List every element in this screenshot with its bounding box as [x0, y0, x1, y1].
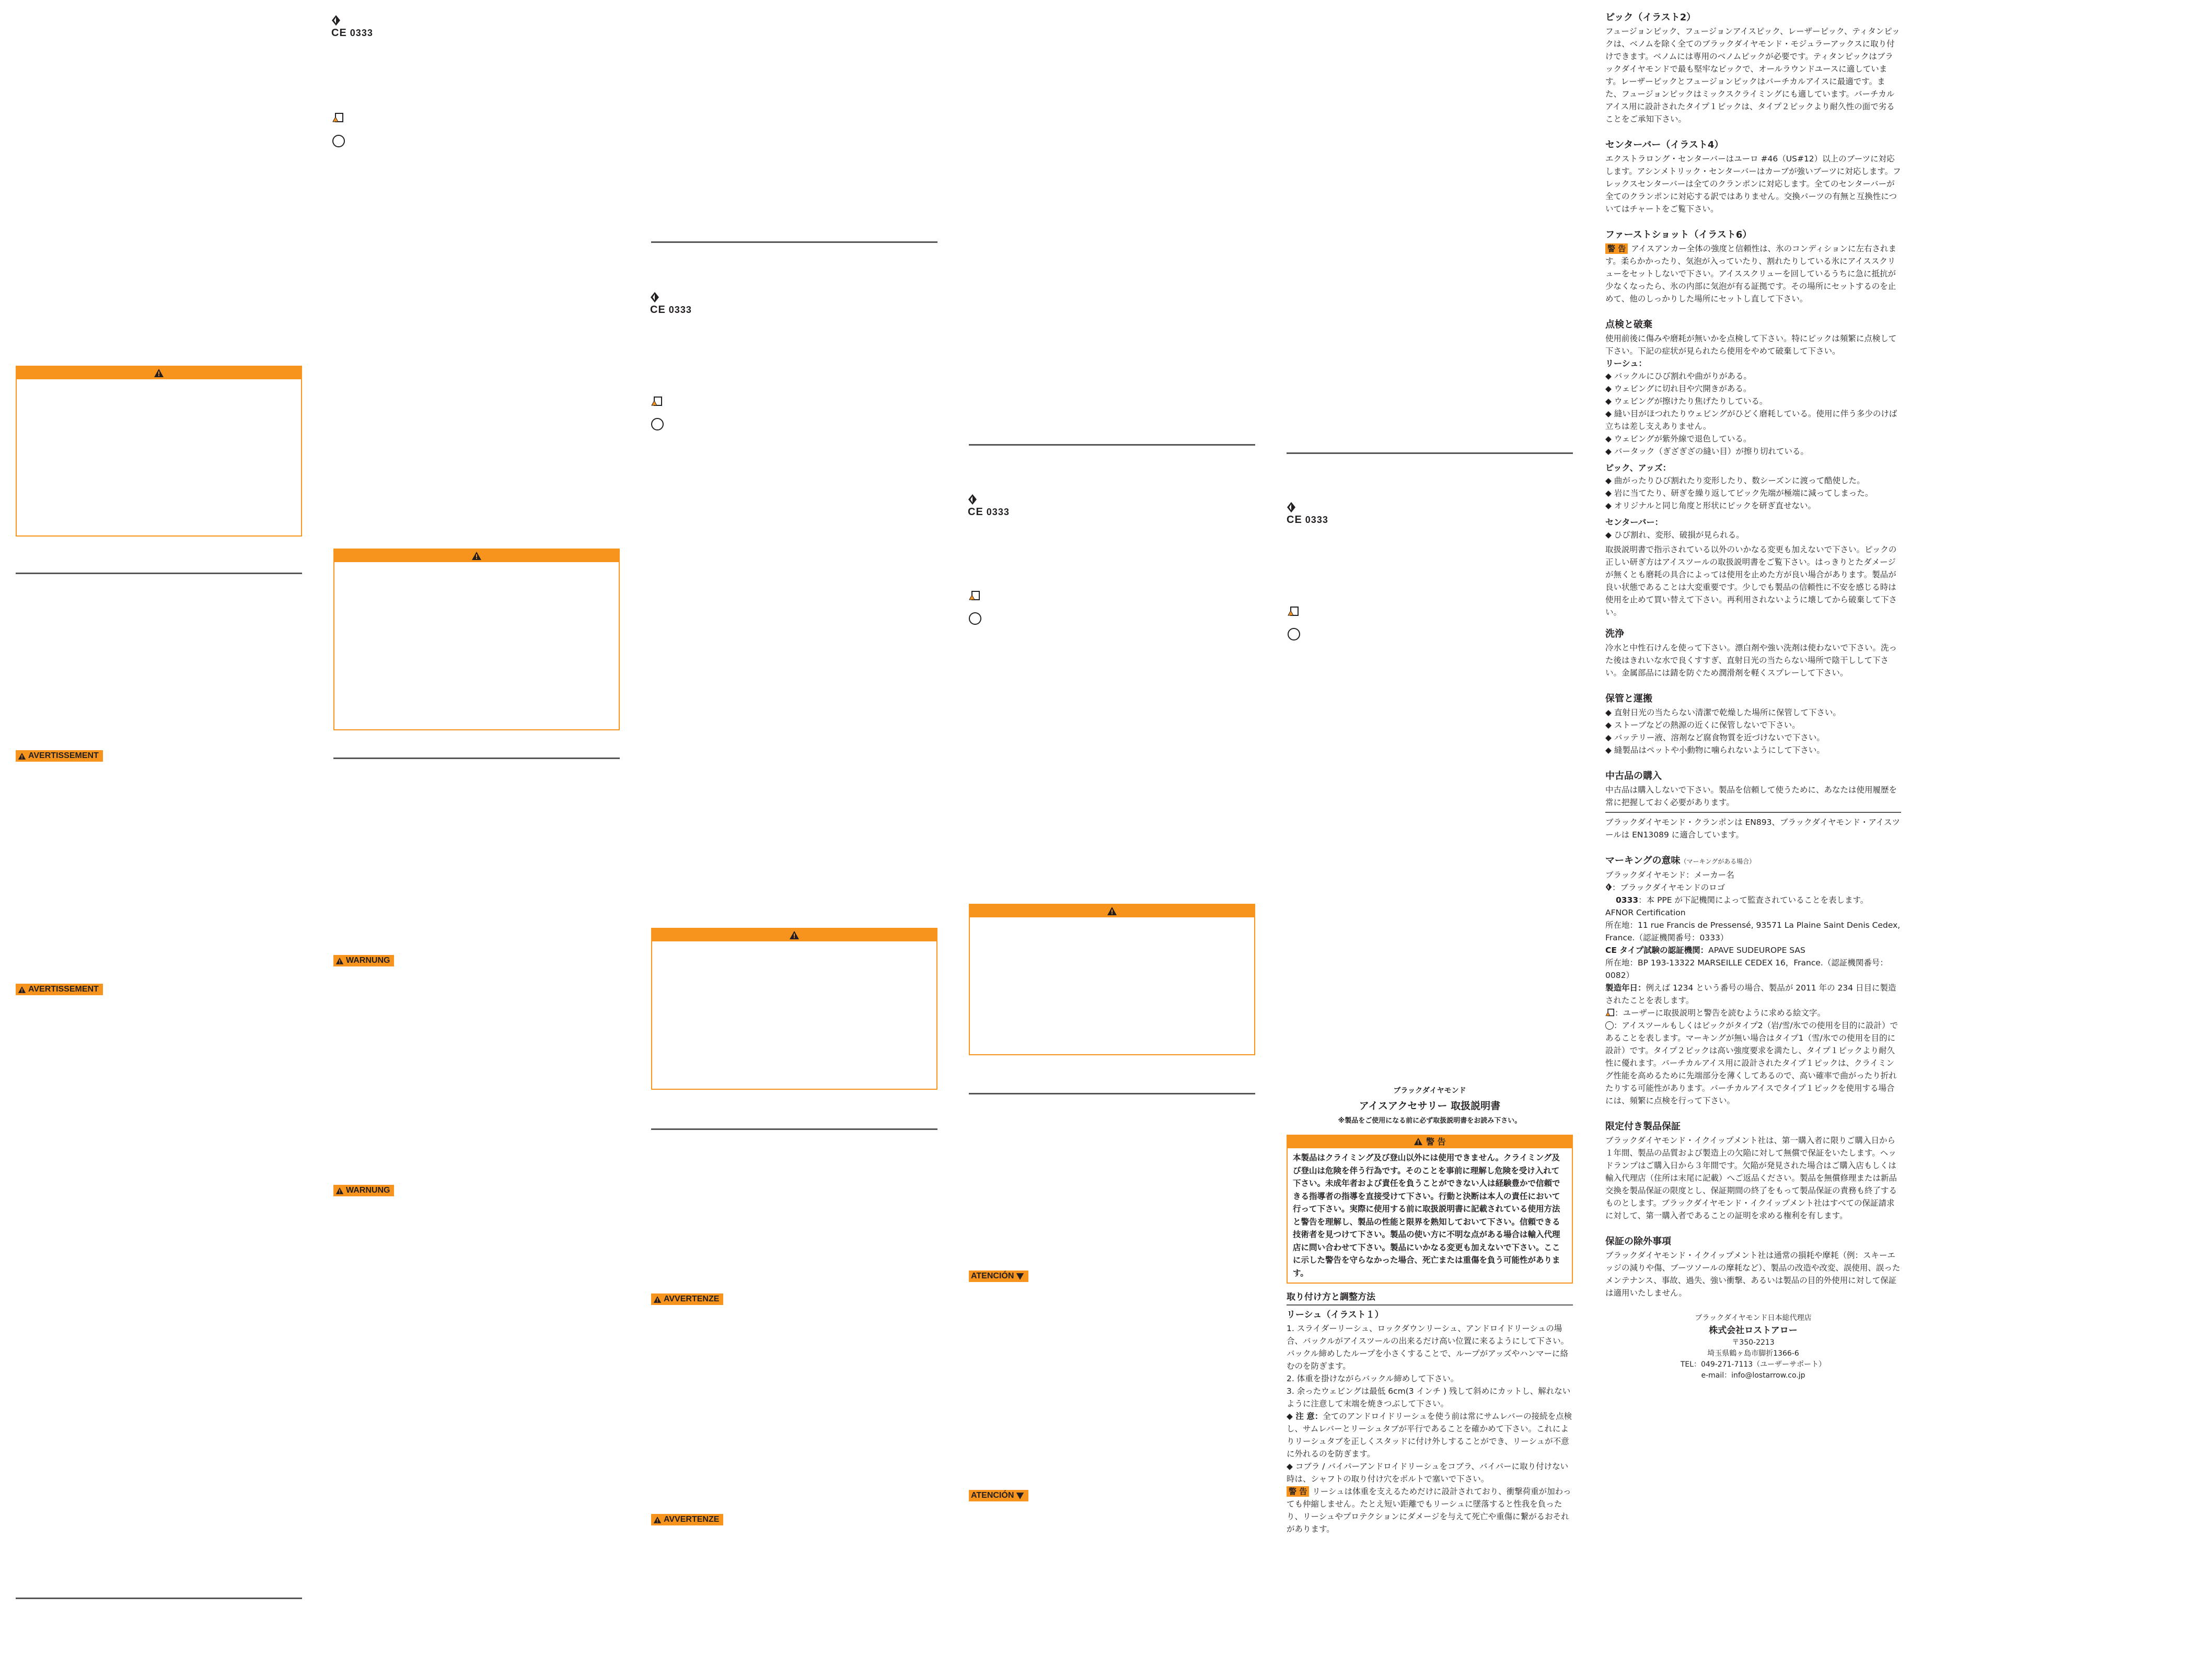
jp-install-title: 取り付け方と調整方法	[1287, 1292, 1375, 1302]
ce-mark: CE	[650, 304, 666, 316]
list-item: ◆ ウェビングが紫外線で退色している。	[1605, 434, 1752, 444]
warning-tag-label: ATENCIÓN	[971, 1272, 1014, 1280]
warning-tag-label: ATENCIÓN	[971, 1491, 1014, 1500]
section-body: 取扱説明書で指示されている以外のいかなる変更も加えないで下さい。ピックの正しい研ぎ方はアイスツールの取扱説明書をご覧下さい。はっきりとたダメージが無くとも磨耗の具合によっては使用を止めた方が良い場合があります。製品が良い状態であることは大変重要です。少しでも製品の信頼性に不安を感じる時は使用を止めて買い替えて下さい。再利用されないように壊してから破棄して下さい。	[1605, 545, 1897, 617]
list-item: ◆ バータック（ぎざぎざの縫い目）が擦り切れている。	[1605, 447, 1809, 456]
jp-warning-tag: 警 告	[1605, 243, 1628, 254]
divider	[16, 573, 302, 574]
jp-warning-tag: 警 告	[1287, 1486, 1309, 1497]
section-title: 点検と破棄	[1605, 319, 1652, 330]
divider	[651, 241, 937, 243]
black-diamond-logo-icon	[1605, 883, 1612, 891]
section-warranty	[1605, 1121, 1901, 1222]
type-2-circle-icon	[1605, 1021, 1614, 1030]
notified-body-number: 0333	[1305, 515, 1328, 525]
jp-step-1: 1. スライダーリーシュ、ロックダウンリーシュ、アンドロイドリーシュの場合、バックルがアイスツールの出来るだけ高い位置に来るようにして下さい。バックル締めしたループを小さくすることで、ループがアッズやハンマーに絡むのを防ぎます。	[1287, 1324, 1569, 1371]
warning-triangle-icon	[1107, 906, 1117, 916]
divider	[1287, 1304, 1573, 1306]
warning-tag-label: WARNUNG	[346, 956, 390, 965]
warning-tag-fr	[16, 984, 103, 995]
jp-warning-text: 本製品はクライミング及び登山以外には使用できません。クライミング及び登山は危険を伴う行為です。そのことを事前に理解し危険を受け入れて下さい。未成年者および責任を負うことができない人は経験豊かで信頼できる指導者の指導を直接受けて下さい。行動と決断は本人の責任において行って下さい。実際に使用する前に取扱説明書に記載されている使用方法と警告を理解し、製品の性能と限界を熟知しておいて下さい。信頼できる技術者を見つけて下さい。製品の使い方に不明な点がある場合は輸入代理店に問い合わせて下さい。製品にいかなる変更も加えないで下さい。ここに示した警告を守らなかった場合、死亡または重傷を負う可能性があります。	[1293, 1153, 1560, 1278]
section-title: マーキングの意味（マーキングがある場合）	[1605, 855, 1756, 866]
jp-cobra-note: ◆ コブラ / バイパーアンドロイドリーシュをコブラ、バイパーに取り付けない時は、シャフトの取り付け穴をボルトで塞いで下さい。	[1287, 1462, 1569, 1484]
divider	[16, 1598, 302, 1599]
ce-mark: CE	[1287, 514, 1302, 526]
warning-tag-label: AVERTISSEMENT	[28, 751, 99, 760]
section-body: 警 告 アイスアンカー全体の強度と信頼性は、氷のコンディションに左右されます。柔らかかったり、気泡が入っていたり、割れたりしている氷にアイススクリューをセットしないで下さい。アイススクリューを回しているうちに急に抵抗が少なくなったら、氷の内部に気泡が有る証拠です。その場所にセットするのを止めて、他のしっかりした場所にセットし直して下さい。	[1605, 244, 1897, 304]
warning-tag-label: AVERTISSEMENT	[28, 985, 99, 994]
warning-tag-it	[651, 1514, 723, 1525]
type-2-circle-icon	[969, 612, 981, 625]
warning-triangle-icon	[335, 957, 344, 965]
column-it	[632, 0, 951, 1655]
section-body: ブラックダイヤモンド・イクイップメント社は、第一購入者に限りご購入日から１年間、製品の品質および製造上の欠陥に対して無償で保証をいたします。ヘッドランプはご購入日から３年間です。欠陥が発見された場合はご購入店もしくは輸入代理店（住所は末尾に記載）へご返品ください。製品を無償修理または新品交換を製品保証の限度とし、保証期間の終了をもって製品保証の責務も終了するものとします。ブラックダイヤモンド・イクイップメント社はすべての保証請求に対して、第一購入者であることの証明を求める権利を有します。	[1605, 1136, 1897, 1220]
list-item: ◆ 岩に当てたり、研ぎを繰り返してピック先端が極端に減ってしまった。	[1605, 488, 1873, 498]
jp-main	[1605, 11, 1901, 1381]
jp-warning-header	[1288, 1136, 1572, 1148]
jp-note	[1287, 1410, 1573, 1460]
list-item: ◆ バッテリー液、溶剤など腐食物質を近づけないで下さい。	[1605, 733, 1825, 742]
read-manual-icon	[1605, 1008, 1615, 1017]
subsection-title: センターバー：	[1605, 517, 1663, 527]
black-diamond-logo-icon	[650, 292, 659, 303]
distributor-tel: TEL：049-271-7113（ユーザーサポート）	[1680, 1360, 1826, 1369]
section-washing	[1605, 628, 1901, 679]
section-centerbar	[1605, 139, 1901, 215]
warning-tag-de	[333, 1185, 394, 1196]
marking-maker: ブラックダイヤモンド：メーカー名	[1605, 870, 1734, 880]
black-diamond-logo-icon	[968, 494, 977, 505]
brand-mark	[1287, 502, 1328, 526]
marking-ce-type: CE タイプ試験の認証機関：APAVE SUDEUROPE SAS	[1605, 946, 1805, 955]
distributor-name: 株式会社ロストアロー	[1709, 1325, 1798, 1336]
section-title: ピック（イラスト2）	[1605, 12, 1696, 23]
ce-mark: CE	[968, 506, 983, 518]
warning-triangle-icon	[1016, 1492, 1024, 1500]
distributor-zip: 〒350-2213	[1732, 1338, 1775, 1347]
warning-triangle-icon	[1414, 1137, 1423, 1146]
warning-tag-de	[333, 955, 394, 966]
section-title: 限定付き製品保証	[1605, 1121, 1681, 1132]
list-item: ◆ ストーブなどの熱源の近くに保管しないで下さい。	[1605, 720, 1800, 730]
list-item: ◆ 直射日光の当たらない清潔で乾燥した場所に保管して下さい。	[1605, 708, 1841, 717]
read-manual-icon	[651, 396, 663, 406]
distributor-email: e-mail：info@lostarrow.co.jp	[1701, 1371, 1805, 1380]
section-body: 使用前後に傷みや磨耗が無いかを点検して下さい。特にピックは頻繁に点検して下さい。下記の症状が見られたら使用をやめて破棄して下さい。	[1605, 334, 1897, 356]
section-used	[1605, 770, 1901, 841]
warning-box-de	[333, 549, 620, 730]
section-inspection	[1605, 319, 1901, 619]
section-body: ブラックダイヤモンド・イクイップメント社は通常の損耗や摩耗（例：スキーエッジの減りや傷、ブーツソールの摩耗など）、製品の改造や改変、誤使用、誤ったメンテナンス、事故、過失、強い衝撃、あるいは製品の目的外使用に対して保証は適用いたしません。	[1605, 1251, 1901, 1298]
divider	[969, 1093, 1255, 1094]
column-fr	[0, 0, 314, 1655]
warning-tag-label: AVVERTENZE	[664, 1295, 720, 1303]
brand-mark	[968, 494, 1010, 518]
warning-box-it	[651, 928, 937, 1090]
column-de	[314, 0, 632, 1655]
warning-box-fr	[16, 366, 302, 537]
notified-body-number: 0333	[350, 28, 373, 38]
section-title: 保証の除外事項	[1605, 1236, 1671, 1247]
warning-triangle-icon	[789, 930, 800, 940]
list-item: ◆ オリジナルと同じ角度と形状にピックを研ぎ直せない。	[1605, 501, 1816, 510]
black-diamond-logo-icon	[1287, 502, 1296, 513]
jp-brand-name: ブラックダイヤモンド	[1393, 1087, 1466, 1095]
warning-tag-fr	[16, 750, 103, 762]
warning-triangle-icon	[18, 752, 26, 760]
ce-mark: CE	[331, 27, 347, 39]
warning-triangle-icon	[471, 551, 482, 561]
warning-triangle-icon	[335, 1187, 344, 1195]
marking-type: ：アイスツールもしくはピックがタイプ2（岩/雪/氷での使用を目的に設計）であることを表します。マーキングが無い場合はタイプ1（雪/氷での使用を目的に設計）です。タイプ２ピックは高い強度要求を満たし、タイプ１ピックより耐久性に優れます。バーチカルアイス用に設計されたタイプ１ピックは、クライミング性能を高めるために先端部分を薄くしてあるので、高い確率で曲がったり折れたりする可能性があります。バーチカルアイスでタイプ１ピックを使用する場合には、頻繁に点検を行って下さい。	[1605, 1021, 1898, 1105]
section-firstshot	[1605, 229, 1901, 305]
jp-note-text: 全てのアンドロイドリーシュを使う前は常にサムレバーの接続を点検し、サムレバーとリーシュタブが平行であることを確かめて下さい。これによりリーシュタブを正しくスタッドに付け外しすることができ、リーシュが不意に外れるのを防ぎます。	[1287, 1412, 1572, 1459]
jp-warning-label: 警 告	[1426, 1137, 1446, 1147]
notified-body-number: 0333	[986, 507, 1010, 517]
marking-book: ：ユーザーに取扱説明と警告を読むように求める絵文字。	[1605, 1007, 1901, 1019]
jp-leash-warning	[1287, 1485, 1573, 1535]
warning-triangle-icon	[18, 986, 26, 994]
section-body: 中古品は購入しないで下さい。製品を信頼して使うために、あなたは使用履歴を常に把握しておく必要があります。	[1605, 785, 1897, 807]
section-markings	[1605, 855, 1901, 1107]
black-diamond-logo-icon	[331, 15, 341, 26]
warning-tag-es	[969, 1490, 1028, 1501]
column-es	[951, 0, 1270, 1655]
marking-afnor: AFNOR Certification	[1605, 908, 1686, 917]
section-title: 洗浄	[1605, 628, 1624, 639]
type-2-circle-icon	[651, 418, 664, 430]
warning-tag-label: AVVERTENZE	[664, 1515, 720, 1524]
section-pick	[1605, 11, 1901, 125]
jp-manual-note: ※製品をご使用になる前に必ず取扱説明書をお読み下さい。	[1338, 1117, 1522, 1125]
warning-triangle-icon	[653, 1296, 662, 1303]
warning-tag-label: WARNUNG	[346, 1186, 390, 1195]
type-2-circle-icon	[332, 135, 345, 147]
distributor-title: ブラックダイヤモンド日本総代理店	[1695, 1314, 1812, 1322]
section-body: フュージョンピック、フュージョンアイスピック、レーザーピック、ティタンピックは、ベノムを除く全てのブラックダイヤモンド・モジュラーアックスに取り付けできます。ベノムには専用のベノムピックが必要です。ティタンピックはブラックダイヤモンドで最も堅牢なピックで、オールラウンドユースに適しています。レーザーピックとフュージョンピックはバーチカルアイスに最適です。また、フュージョンピックはミックスクライミングにも適しています。バーチカルアイス用に設計されたタイプ１ピックは、タイプ２ピックより耐久性の面で劣ることをご承知下さい。	[1605, 27, 1900, 124]
section-storage	[1605, 693, 1901, 756]
marking-apave-address: 所在地：BP 193-13322 MARSEILLE CEDEX 16，France.（認証機関番号：0082）	[1605, 958, 1888, 980]
list-item: ◆ 縫製品はペットや小動物に噛られないようにして下さい。	[1605, 745, 1825, 755]
section-body: エクストラロング・センターバーはユーロ #46（US#12）以上のブーツに対応します。アシンメトリック・センターバーはカーブが強いブーツに対応します。フレックスセンターバーは全てのクランポンに対応します。全てのセンターバーが全てのクランポンに対応する訳ではありません。交換パーツの有無と互換性についてはチャートをご覧下さい。	[1605, 154, 1901, 214]
read-manual-icon	[332, 112, 344, 123]
warning-box-es	[969, 904, 1255, 1055]
jp-manual-title: アイスアクセサリー 取扱説明書	[1359, 1100, 1501, 1112]
read-manual-icon	[969, 590, 980, 601]
distributor-address: 埼玉県鶴ヶ島市脚折1366-6	[1707, 1349, 1799, 1358]
brand-mark	[650, 292, 692, 316]
column-jp-1	[1270, 0, 1589, 1655]
warning-triangle-icon	[154, 368, 164, 378]
section-title: 保管と運搬	[1605, 693, 1652, 704]
warning-triangle-icon	[653, 1516, 662, 1524]
read-manual-icon	[1288, 606, 1299, 616]
marking-0333: 0333：本 PPE が下記機関によって監査されていることを表します。	[1616, 895, 1869, 905]
divider	[651, 1128, 937, 1130]
list-item: ◆ 縫い目がほつれたりウェビングがひどく磨耗している。使用に伴う多少のけば立ちは差し支えありません。	[1605, 409, 1897, 431]
list-item: ◆ ウェビングが擦けたり焦げたりしている。	[1605, 397, 1768, 406]
section-title: 中古品の購入	[1605, 771, 1662, 782]
column-jp-2	[1589, 0, 1913, 1655]
type-2-circle-icon	[1288, 628, 1300, 640]
list-item: ◆ バックルにひび割れや曲がりがある。	[1605, 371, 1752, 381]
section-title: センターバー（イラスト4）	[1605, 139, 1724, 150]
jp-leash-title: リーシュ（イラスト１）	[1287, 1310, 1384, 1320]
divider	[969, 444, 1255, 446]
divider	[1605, 812, 1901, 813]
jp-leash-warning-text: リーシュは体重を支えるためだけに設計されており、衝撃荷重が加わっても仲縮しません。たとえ短い距離でもリーシュに墜落すると性我を負ったり、リーシュやプロテクションにダメージを与えて死亡や重傷に繋がるおそれがあります。	[1287, 1487, 1571, 1534]
section-title: ファーストショット（イラスト6）	[1605, 229, 1752, 240]
list-item: ◆ ウェビングに切れ目や穴開きがある。	[1605, 384, 1752, 393]
jp-intro	[1287, 1085, 1573, 1535]
list-item: ◆ ひび割れ、変形、破損が見られる。	[1605, 530, 1744, 540]
section-exclusions	[1605, 1236, 1901, 1299]
jp-warning-box	[1287, 1135, 1573, 1284]
subsection-title: ピック、アッズ：	[1605, 463, 1671, 473]
warning-triangle-icon	[1016, 1273, 1024, 1280]
distributor-info	[1605, 1313, 1901, 1381]
warning-tag-es	[969, 1271, 1028, 1282]
jp-note-label: ◆ 注 意：	[1287, 1412, 1323, 1421]
marking-afnor-address: 所在地：11 rue Francis de Pressensé, 93571 La Plaine Saint Denis Cedex, France.（認証機関番号：0333）	[1605, 920, 1901, 942]
section-body: 冷水と中性石けんを使って下さい。漂白剤や強い洗剤は使わないで下さい。洗った後はきれいな水で良くすすぎ、直射日光の当たらない場所で陰干しして下さい。金属部品には錆を防ぐため潤滑剤を軽くスプレーして下さい。	[1605, 643, 1897, 678]
brand-mark	[331, 15, 373, 39]
divider	[1287, 452, 1573, 454]
jp-step-3: 3. 余ったウェビングは最低 6cm(3 インチ ) 残して斜めにカットし、解れないように注意して末端を焼きつぶして下さい。	[1287, 1386, 1571, 1408]
jp-step-2: 2. 体重を掛けながらバックル締めして下さい。	[1287, 1374, 1459, 1383]
subsection-title: リーシュ：	[1605, 358, 1647, 368]
marking-logo: ：ブラックダイヤモンドのロゴ	[1605, 881, 1901, 894]
divider	[333, 757, 620, 759]
warning-tag-it	[651, 1293, 723, 1305]
section-body: ブラックダイヤモンド・クランポンは EN893、ブラックダイヤモンド・アイスツールは EN13089 に適合しています。	[1605, 818, 1900, 840]
list-item: ◆ 曲がったりひび割れたり変形したり、数シーズンに渡って酷使した。	[1605, 476, 1865, 485]
notified-body-number: 0333	[668, 305, 692, 315]
marking-year: 製造年日：例えば 1234 という番号の場合、製品が 2011 年の 234 日目に製造されたことを表します。	[1605, 983, 1896, 1005]
